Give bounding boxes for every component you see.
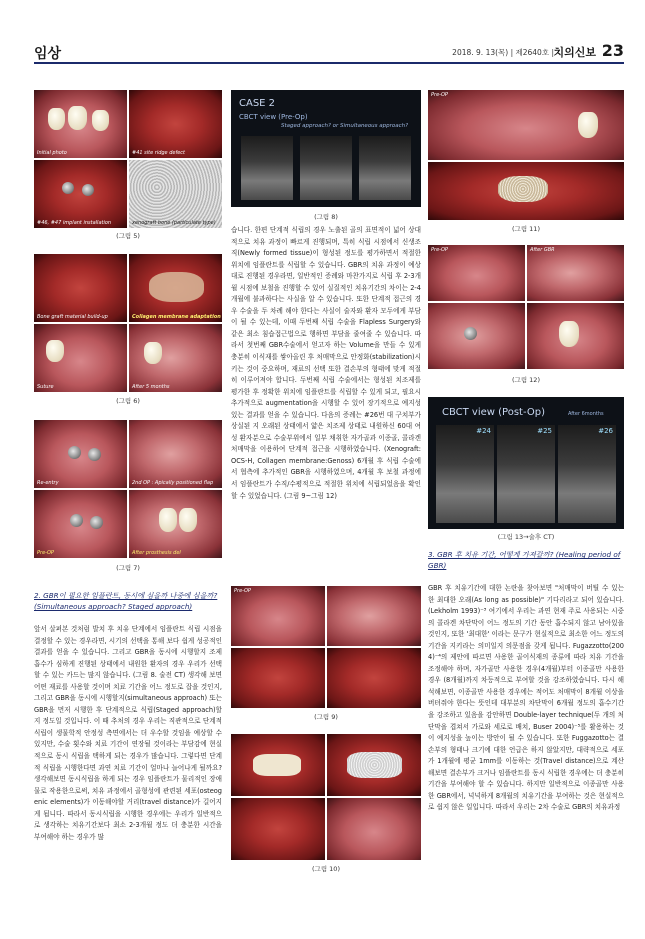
fig7-tag-4: After prosthesis del <box>132 550 181 556</box>
fig12-photo-3 <box>428 303 525 369</box>
fig8-cbct-label: CBCT view (Pre-Op) <box>239 113 308 121</box>
header-rule <box>34 62 624 64</box>
fig12-caption: (그림 12) <box>512 376 540 384</box>
fig9-caption: (그림 9) <box>314 713 338 721</box>
fig5-photo-1 <box>34 90 127 158</box>
fig6-caption: (그림 6) <box>116 397 140 405</box>
fig5-photo-2 <box>129 90 222 158</box>
page-header <box>34 42 624 62</box>
fig7-photo-1 <box>34 420 127 488</box>
fig5-tag-1: Initial photo <box>37 150 67 156</box>
fig7-tag-2: 2nd OP : Apically positioned flap <box>132 480 214 486</box>
fig13-after-label: After 6months <box>568 411 604 417</box>
fig10-photo-3 <box>231 798 325 860</box>
fig10-photo-2 <box>327 734 421 796</box>
fig12-photo-1 <box>428 245 525 301</box>
paper-name: 치의신보 <box>553 46 596 59</box>
right-column-text: GBR 후 치유기간에 대한 논란을 찾아보면 "처매막이 버틸 수 있는 한 최대한 오래(As long as possible)" 기다리라고 되어 있습니다. (Lekholm 1993)⁻³ 여기에서 우리는 과연 현재 주로 사용되는 시중의 콜라겐 차단막이 어느 정도의 기간 동안 흡수되지 않고 남아있을 것인지, 또한 '최대한' 이라는 문구가 현실적으로 최소한 어느 정도의 기간을 지키라는 의미일지 의문점을 갖게 됩니다. Fugazzotto(2004)⁻⁴의 제안에 따르면 사용한 골이식재의 종류에 따라 치유 기간을 조정해야 하며, 자가골만 사용한 경우(4개월)부터 이종골만 사용한 경우 (8개월)까지 차등적으로 부여할 것을 강조하였습니다. 다시 해석해보면, 이종골만 사용한 경우에는 적어도 처매막이 8개월 이상을 버텨줘야 한다는 뜻인데 대부분의 차단막이 6개월 정도의 흡수기간을 강조하고 있음을 감안하면 Double-layer technique(두 개의 처단막을 겹쳐서 가로와 세로로 배치, Buser 2004)⁻⁵를 활용하는 것이 예지성을 높이는 방안이 될 수 있습니다. 또한 Fuggazotto는 결손부의 형태나 크기에 대한 언급은 하지 않았지만, 대략적으로 세포가 1개월에 평균 1mm를 이동하는 것(Travel distance)으로 계산해보면 결손부가 크거나 임플란트를 동시 식립한 경우에는 더 충분히 기간을 부여해야 할 수 있습니다. 하지만 일반적으로 이종골만 사용한 GBR에서, 넉넉하게 8개월의 치유기간을 부여하는 것은 현실적으로 쉽지 않은 일입니다. 따라서 우리는 2차 수술로 GBR의 치유과정 <box>428 584 624 812</box>
mid-column-text: 습니다. 한편 단계적 식립의 경우 노출된 골의 표면적이 넓어 상대적으로 치유 과정이 빠르게 진행되며, 특히 식립 시점에서 신생조직(Newly formed tissue)이 형성된 정도를 평가하면서 적절한 위치에 임플란트를 식립할 수 있습니다. GBR의 치유 과정이 예상대로 진행된 경우라면, 일반적인 증례와 마찬가지로 식립 후 2-3개월 시점에 보철을 진행할 수 있어 실질적인 치유기간의 차이는 2-4개월에 불과하다는 사실을 알 수 있습니다. 또한 단계적 접근의 경우 수술을 두 차례 해야 한다는 사실이 술자와 환자 모두에게 부담이 될 수 있는데, 이때 두번째 식립 수술을 Flapless Surgery와 같은 최소 침습접근법으로 행하면 부담을 줄여줄 수 있습니다. 따라서 첫번째 GBR수술에서 얻고자 하는 Volume을 만들 수 있게 충분히 이식재를 쌓아올린 후 처매막으로 안정화(stabilization)시키는 것이 중요하며, 재료의 선택 또한 결손부의 형태에 맞게 적절히 이루어져야 합니다. 두번째 식립 수술에서는 형성된 치조제를 평가한 후 정확한 위치에 임플란트를 식립할 수 있게 되고, 필요시 추가적으로 augmentation을 시행할 수 있어 장기적으로 예지성 있는 결과를 얻을 수 있습니다. 다음의 증례는 #26번 대 구치부가 상실된 지 오래된 상태에서 얇은 치조제 상태로 내원하신 60대 여성 환자분으로 수술부위에서 일부 채취한 자가골과 이종골, 콜라겐 처매막을 이용하여 단계적 접근을 시행하였습니다. (Xenograft: OCS-H, Collagen membrane:Genoss) 6개월 후 식립 수술에서 협측에 추가적인 GBR을 시행하였으며, 4개월 후 보철 과정에서 임플란트가 수직/수평적으로 적절한 위치에 식립되었음을 확인할 수 있었습니다. (그림 9~그림 12) <box>231 226 421 500</box>
fig8-title: CASE 2 <box>239 98 276 109</box>
fig13-cbct-panel <box>428 397 624 529</box>
fig13-xray-2 <box>497 425 555 523</box>
fig5-caption: (그림 5) <box>116 232 140 240</box>
fig12-tag-2: After GBR <box>530 247 555 253</box>
fig5-tag-3: #46, #47 implant installation <box>37 220 112 226</box>
fig13-xray-3 <box>558 425 616 523</box>
fig6-tag-4: After 5 months <box>132 384 170 390</box>
fig6-tag-3: Suture <box>37 384 54 390</box>
left-heading: 2. GBR이 필요한 임플란트, 동시에 심을까 나중에 심을까? (Simultaneous approach? Staged approach) <box>34 591 218 611</box>
fig8-xray-2 <box>300 136 352 200</box>
fig7-photo-4 <box>129 490 222 558</box>
fig5-tag-4: xenograft bone (particulate type) <box>132 220 216 226</box>
fig7-tag-1: Re-entry <box>37 480 59 486</box>
fig13-site-24: #24 <box>476 427 491 435</box>
fig10-photo-1 <box>231 734 325 796</box>
fig13-caption: (그림 13→술후 CT) <box>497 533 555 541</box>
fig9-photo-4 <box>327 648 421 708</box>
fig10-caption: (그림 10) <box>312 865 340 873</box>
fig9-photo-1 <box>231 586 325 646</box>
fig7-photo-2 <box>129 420 222 488</box>
fig12-photo-2 <box>527 245 624 301</box>
fig8-caption: (그림 8) <box>314 213 338 221</box>
fig5-photo-4 <box>129 160 222 228</box>
fig6-photo-2 <box>129 254 222 322</box>
fig8-xray-1 <box>241 136 293 200</box>
fig11-tag-1: Pre-OP <box>431 92 448 98</box>
fig7-caption: (그림 7) <box>116 564 140 572</box>
right-heading: 3. GBR 후 치유 기간, 어떻게 가져갈까? (Healing period of GBR) <box>428 550 621 570</box>
fig8-question: Staged approach? or Simultaneous approach? <box>281 123 409 129</box>
fig13-site-26: #26 <box>598 427 613 435</box>
fig6-photo-4 <box>129 324 222 392</box>
fig11-caption: (그림 11) <box>512 225 540 233</box>
fig6-photo-3 <box>34 324 127 392</box>
issue-date: 2018. 9. 13(목) | 제2640호 | <box>452 48 554 57</box>
fig9-tag-1: Pre-OP <box>234 588 251 594</box>
fig8-xray-3 <box>359 136 411 200</box>
fig13-xray-1 <box>436 425 494 523</box>
fig12-photo-4 <box>527 303 624 369</box>
fig6-tag-2: Collagen membrane adaptation <box>132 314 221 320</box>
fig10-photo-4 <box>327 798 421 860</box>
fig13-title: CBCT view (Post-Op) <box>442 407 545 418</box>
fig7-tag-3: Pre-OP <box>37 550 54 556</box>
page-number: 23 <box>601 41 624 60</box>
fig6-photo-1 <box>34 254 127 322</box>
fig6-tag-1: Bone graft material build-up <box>37 314 108 320</box>
fig5-tag-2: #41 site ridge defect <box>132 150 186 156</box>
fig11-photo-1 <box>428 90 624 160</box>
fig13-site-25: #25 <box>537 427 552 435</box>
fig9-photo-2 <box>327 586 421 646</box>
fig11-photo-2 <box>428 162 624 220</box>
left-column-text: 앞서 살펴본 것처럼 발치 후 치유 단계에서 임플란트 식립 시점을 결정할 수 있는 경우라면, 시기의 선택을 통해 보다 쉽게 성공적인 결과를 얻을 수 있습니다. 그리고 GBR을 동시에 시행할지 조제 흡수가 심하게 진행된 상태에서 내원한 환자의 경우 우리가 선택할 수 있는 카드는 많지 않습니다. (그림 8. 술전 CT) 생각해 보면 어떤 재료를 사용할 것이며 치료 기간을 어느 정도로 잡을 것인지, 그리고 GBR을 동시에 시행할지(simultaneous approach) 또는 GBR을 먼저 시행한 후 단계적으로 식립(Staged approach)할 지 정도일 것입니다. 이 때 추처의 경우 우리는 직관적으로 단계적 식립이 생물학적 안정성 측면에서는 더 우수할 것임을 예상할 수 있지만, 수술 횟수와 치료 기간이 연장될 것이라는 부담감에 현실적으로 동시 식립을 택하게 되는 경우가 많습니다. 그렇다면 단계적 식립을 시행한다면 과연 치료 기간이 얼마나 늘어나게 될까요? 생각해보면 동시식립을 하게 되는 경우 임플란트가 물리적인 장애물로 작용한으로써, 치유 과정에서 골형성에 관련된 세포(osteogenic elements)가 이동해야할 거리(travel distance)가 길어지게 됩니다. 따라서 동시식립을 시행한 경우에는 우리가 일반적으로 생각하는 치유기간보다 최소 2-3개월 정도 더 충분한 시간을 부여해야 하는 경우가 많 <box>34 625 222 841</box>
fig5-photo-3 <box>34 160 127 228</box>
section-title: 임상 <box>34 46 62 62</box>
fig12-tag-1: Pre-OP <box>431 247 448 253</box>
fig9-photo-3 <box>231 648 325 708</box>
fig7-photo-3 <box>34 490 127 558</box>
fig8-cbct-panel <box>231 90 421 207</box>
